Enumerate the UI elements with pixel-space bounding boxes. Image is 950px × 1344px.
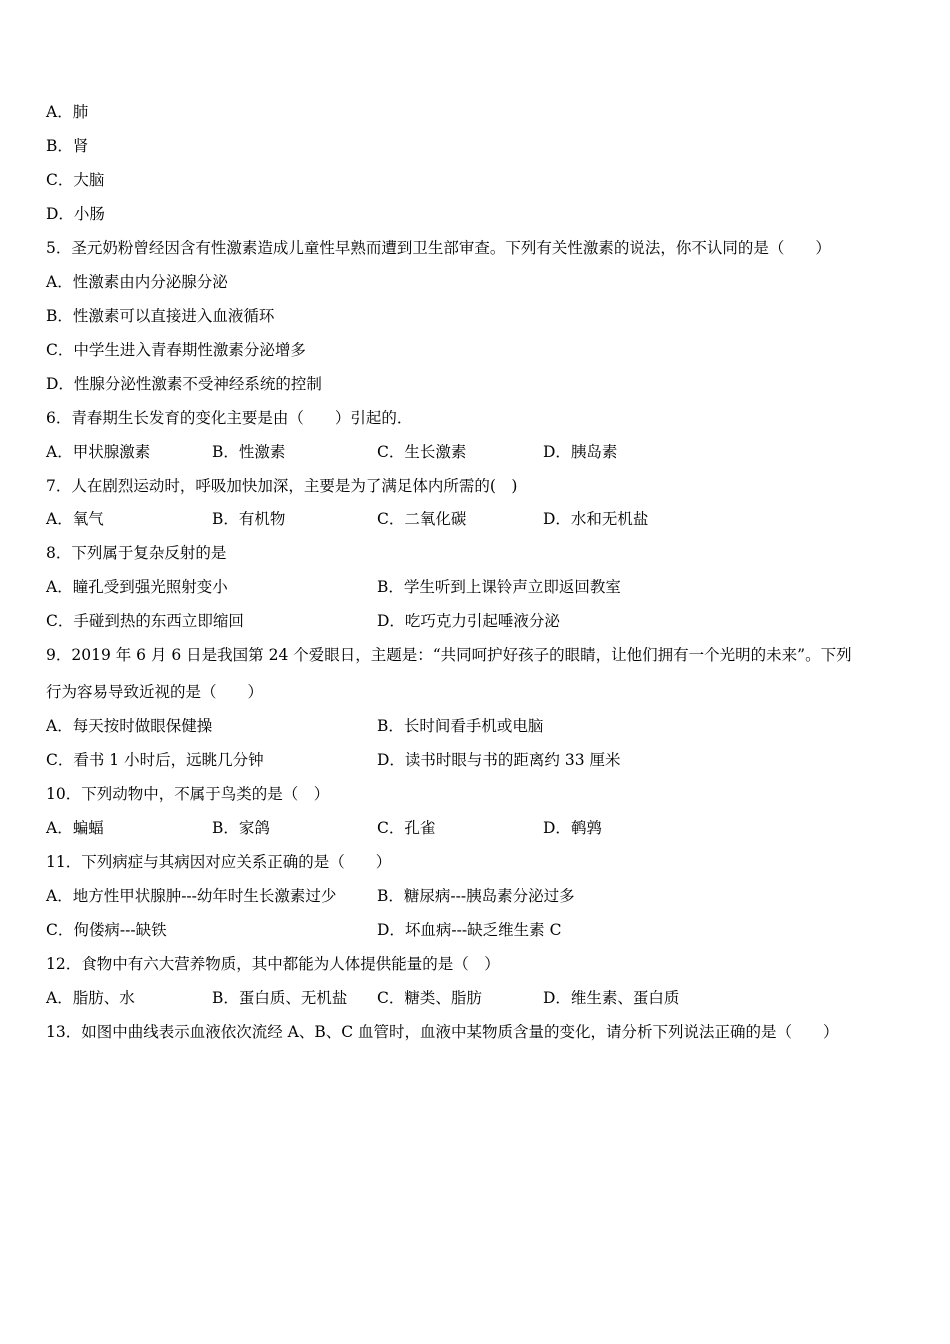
q10-option-a: A．蝙蝠: [46, 819, 104, 837]
q8-option-d: D．吃巧克力引起唾液分泌: [377, 612, 560, 630]
q11-option-d: D．坏血病---缺乏维生素 C: [377, 921, 562, 939]
q9-option-b: B．长时间看手机或电脑: [377, 717, 544, 735]
q10-option-b: B．家鸽: [212, 819, 270, 837]
q12-option-d: D．维生素、蛋白质: [543, 989, 680, 1007]
q6-option-c: C．生长激素: [377, 443, 467, 461]
q9-option-a: A．每天按时做眼保健操: [46, 717, 213, 735]
q13-stem: 13．如图中曲线表示血液依次流经 A、B、C 血管时，血液中某物质含量的变化，请分析下列说法正确的是（ ）: [46, 1023, 839, 1041]
q6-option-b: B．性激素: [212, 443, 286, 461]
q9-stem-line1: 9．2019 年 6 月 6 日是我国第 24 个爱眼日，主题是：“共同呵护好孩子的眼睛，让他们拥有一个光明的未来”。下列: [46, 646, 852, 664]
q5-stem: 5．圣元奶粉曾经因含有性激素造成儿童性早熟而遭到卫生部审查。下列有关性激素的说法，你不认同的是（ ）: [46, 239, 831, 257]
q5-option-a: A．性激素由内分泌腺分泌: [46, 273, 228, 291]
q6-option-d: D．胰岛素: [543, 443, 618, 461]
q4-option-a: A．肺: [46, 103, 89, 121]
q12-option-b: B．蛋白质、无机盐: [212, 989, 348, 1007]
q4-option-d: D．小肠: [46, 205, 105, 223]
q5-option-c: C．中学生进入青春期性激素分泌增多: [46, 341, 306, 359]
q10-option-d: D．鹌鹑: [543, 819, 602, 837]
q5-option-d: D．性腺分泌性激素不受神经系统的控制: [46, 375, 322, 393]
q9-option-c: C．看书 1 小时后，远眺几分钟: [46, 751, 264, 769]
q7-option-c: C．二氧化碳: [377, 510, 467, 528]
q8-option-a: A．瞳孔受到强光照射变小: [46, 578, 228, 596]
q9-stem-line2: 行为容易导致近视的是（ ）: [46, 683, 264, 701]
q8-option-b: B．学生听到上课铃声立即返回教室: [377, 578, 621, 596]
q4-option-b: B．肾: [46, 137, 89, 155]
q5-option-b: B．性激素可以直接进入血液循环: [46, 307, 275, 325]
q6-option-a: A．甲状腺激素: [46, 443, 151, 461]
q7-option-a: A．氧气: [46, 510, 104, 528]
q11-stem: 11．下列病症与其病因对应关系正确的是（ ）: [46, 853, 392, 871]
q4-option-c: C．大脑: [46, 171, 105, 189]
q8-stem: 8．下列属于复杂反射的是: [46, 544, 227, 562]
q7-option-d: D．水和无机盐: [543, 510, 649, 528]
q11-option-c: C．佝偻病---缺铁: [46, 921, 167, 939]
q6-stem: 6．青春期生长发育的变化主要是由（ ）引起的．: [46, 409, 413, 427]
q11-option-a: A．地方性甲状腺肿---幼年时生长激素过少: [46, 887, 337, 905]
q9-option-d: D．读书时眼与书的距离约 33 厘米: [377, 751, 621, 769]
q10-option-c: C．孔雀: [377, 819, 436, 837]
q12-option-c: C．糖类、脂肪: [377, 989, 482, 1007]
q12-stem: 12．食物中有六大营养物质，其中都能为人体提供能量的是（ ）: [46, 955, 500, 973]
q7-option-b: B．有机物: [212, 510, 286, 528]
q8-option-c: C．手碰到热的东西立即缩回: [46, 612, 244, 630]
q10-stem: 10．下列动物中，不属于鸟类的是（ ）: [46, 785, 330, 803]
q11-option-b: B．糖尿病---胰岛素分泌过多: [377, 887, 575, 905]
q7-stem: 7．人在剧烈运动时，呼吸加快加深，主要是为了满足体内所需的( ): [46, 477, 518, 495]
q12-option-a: A．脂肪、水: [46, 989, 135, 1007]
